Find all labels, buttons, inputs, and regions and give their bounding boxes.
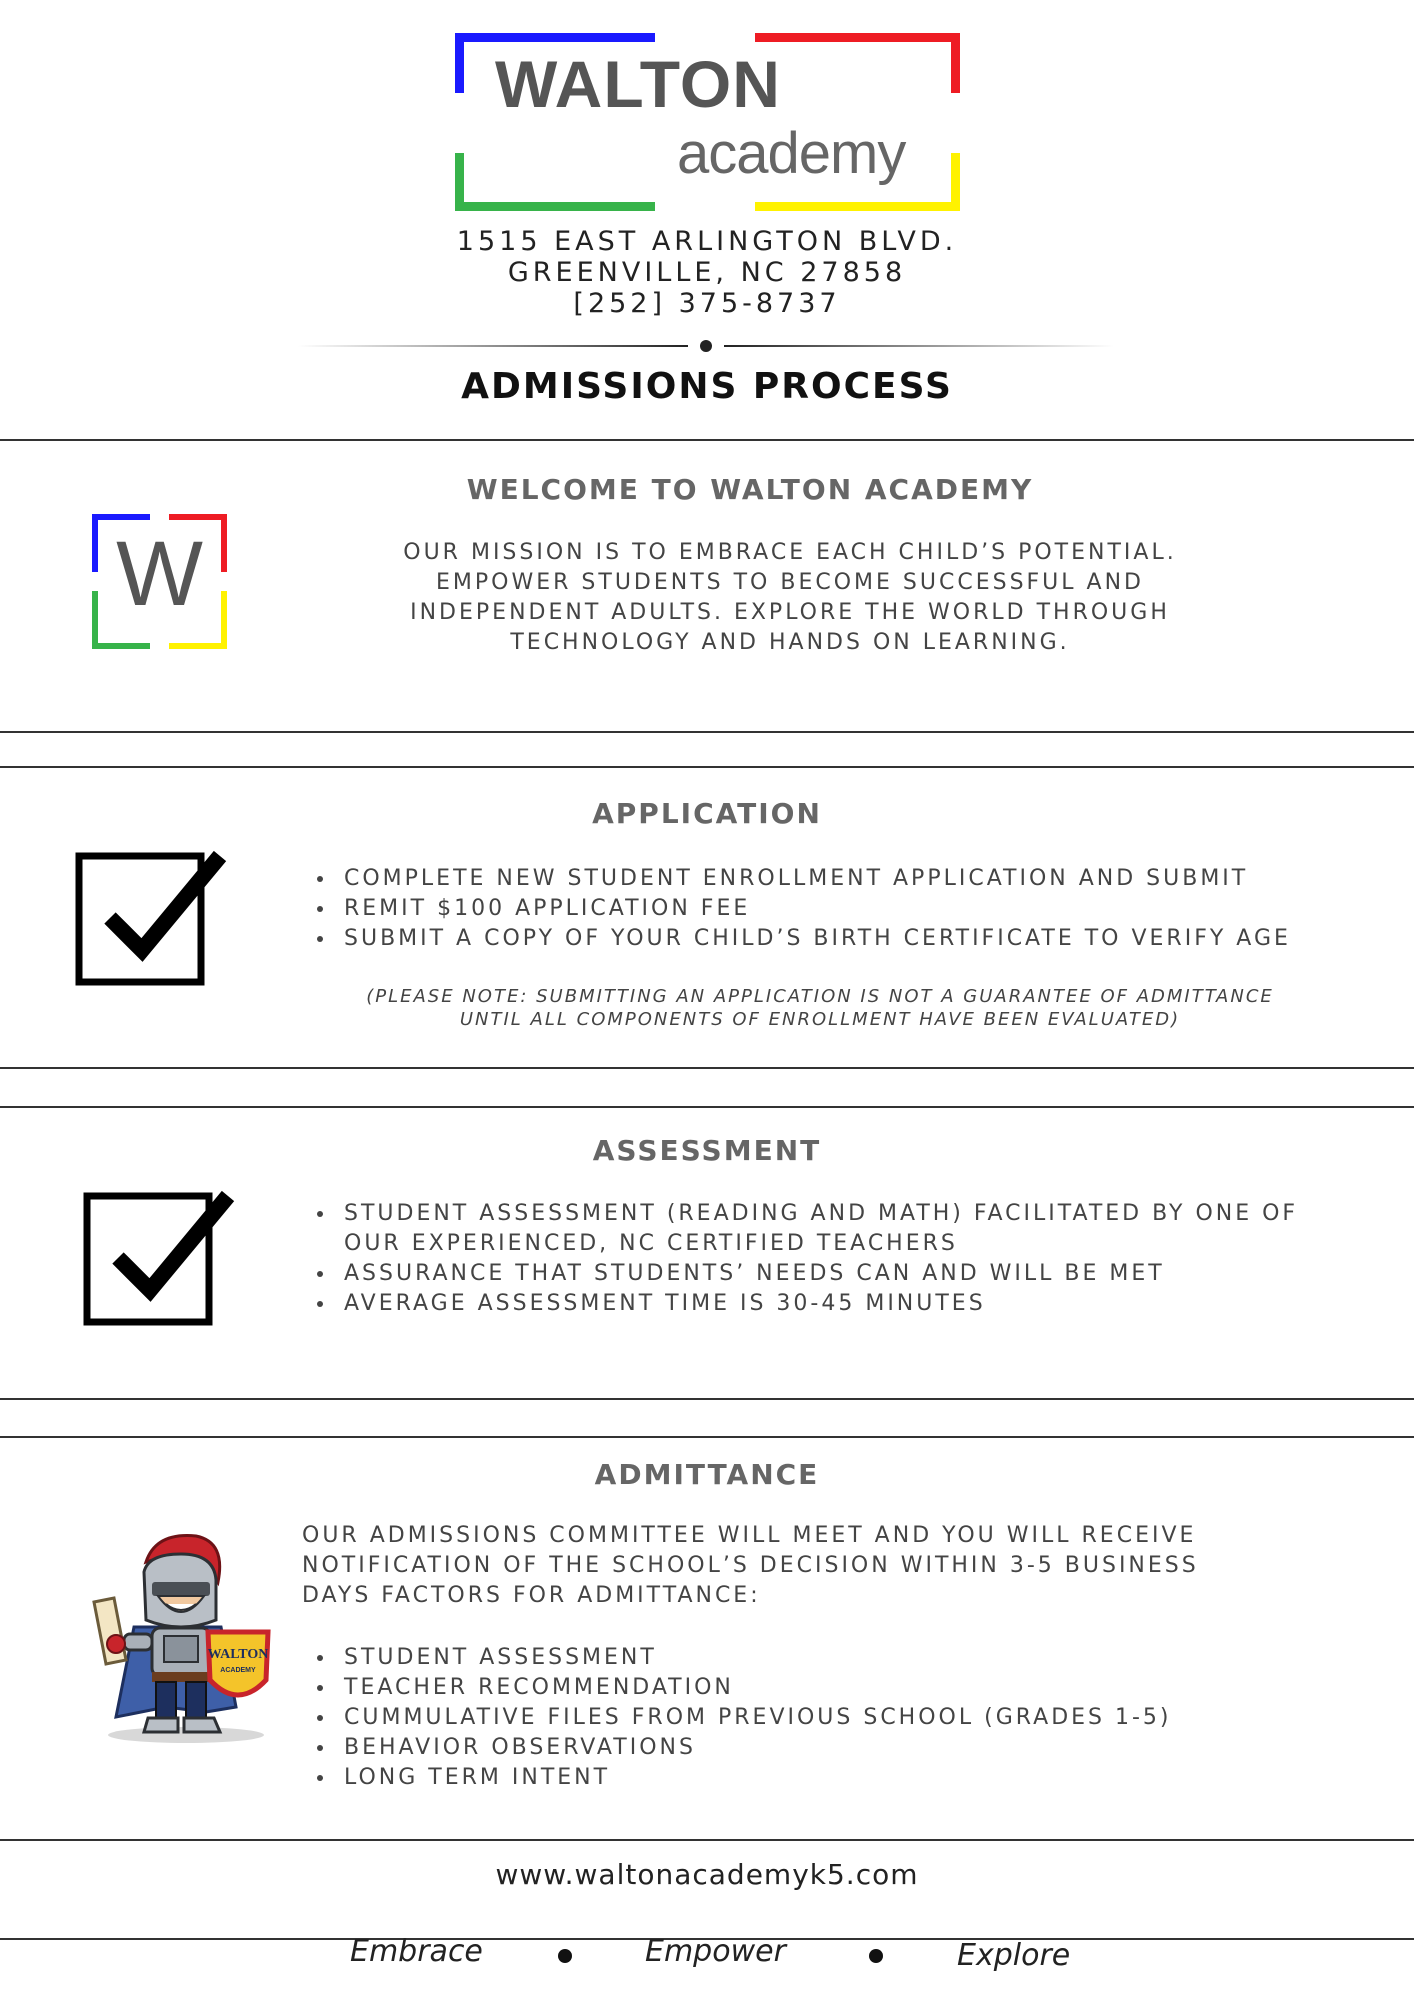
w-logo-icon <box>92 514 227 649</box>
list-item: LONG TERM INTENT <box>310 1763 1330 1793</box>
phone-number: [252] 375-8737 <box>573 288 841 319</box>
checkbox-checked-icon <box>80 1186 240 1331</box>
admittance-title: ADMITTANCE <box>594 1458 820 1491</box>
motto-dot <box>558 1949 572 1963</box>
intro-line: OUR ADMISSIONS COMMITTEE WILL MEET AND YOU WILL RECEIVE <box>302 1523 1197 1548</box>
assessment-list <box>310 1199 1320 1319</box>
list-item: TEACHER RECOMMENDATION <box>310 1673 1330 1703</box>
divider <box>0 1067 1414 1069</box>
divider <box>0 1398 1414 1400</box>
note-line: (PLEASE NOTE: SUBMITTING AN APPLICATION IS NOT A GUARANTEE OF ADMITTANCE <box>366 986 1274 1007</box>
w-letter: W <box>116 523 203 625</box>
knight-mascot-image <box>86 1532 276 1747</box>
divider <box>0 439 1414 441</box>
shield-text: WALTON <box>207 1647 269 1662</box>
walton-academy-logo <box>455 33 960 211</box>
motto-empower: Empower <box>645 1934 786 1969</box>
intro-line: NOTIFICATION OF THE SCHOOL’S DECISION WITHIN 3-5 BUSINESS <box>302 1553 1199 1578</box>
application-title: APPLICATION <box>592 797 822 830</box>
list-item: STUDENT ASSESSMENT <box>310 1643 1330 1673</box>
shield-subtext: ACADEMY <box>220 1667 256 1674</box>
assessment-title: ASSESSMENT <box>592 1134 822 1167</box>
divider <box>0 1436 1414 1438</box>
motto-embrace: Embrace <box>350 1934 483 1969</box>
application-list <box>310 864 1330 954</box>
welcome-title: WELCOME TO WALTON ACADEMY <box>466 473 1034 506</box>
admittance-intro <box>302 1521 1362 1611</box>
list-item: SUBMIT A COPY OF YOUR CHILD’S BIRTH CERTIFICATE TO VERIFY AGE <box>310 924 1330 954</box>
divider <box>0 766 1414 768</box>
application-note <box>300 985 1340 1031</box>
mission-line: OUR MISSION IS TO EMBRACE EACH CHILD’S POTENTIAL. <box>403 540 1177 565</box>
logo-title: WALTON <box>495 47 781 121</box>
divider <box>0 731 1414 733</box>
address-line-1: 1515 EAST ARLINGTON BLVD. <box>456 226 958 257</box>
mission-line: EMPOWER STUDENTS TO BECOME SUCCESSFUL AND <box>436 570 1144 595</box>
list-item: REMIT $100 APPLICATION FEE <box>310 894 1330 924</box>
mission-statement <box>360 538 1220 658</box>
admittance-list <box>310 1643 1330 1793</box>
list-item: STUDENT ASSESSMENT (READING AND MATH) FACILITATED BY ONE OF OUR EXPERIENCED, NC CERTIFIED TEACHERS <box>310 1199 1320 1259</box>
intro-line: DAYS FACTORS FOR ADMITTANCE: <box>302 1583 761 1608</box>
list-item: AVERAGE ASSESSMENT TIME IS 30-45 MINUTES <box>310 1289 1320 1319</box>
header-divider <box>298 342 1114 350</box>
address-line-2: GREENVILLE, NC 27858 <box>507 257 907 288</box>
checkbox-checked-icon <box>72 846 232 991</box>
logo-subtitle: academy <box>677 121 906 186</box>
page-title: ADMISSIONS PROCESS <box>461 366 953 407</box>
motto-explore: Explore <box>957 1938 1071 1973</box>
list-item: BEHAVIOR OBSERVATIONS <box>310 1733 1330 1763</box>
divider <box>0 1839 1414 1841</box>
motto-dot <box>869 1949 883 1963</box>
list-item: COMPLETE NEW STUDENT ENROLLMENT APPLICATION AND SUBMIT <box>310 864 1330 894</box>
divider <box>0 1106 1414 1108</box>
website-url: www.waltonacademyk5.com <box>495 1858 919 1891</box>
school-address <box>0 226 1414 319</box>
mission-line: TECHNOLOGY AND HANDS ON LEARNING. <box>510 630 1070 655</box>
list-item: ASSURANCE THAT STUDENTS’ NEEDS CAN AND WILL BE MET <box>310 1259 1320 1289</box>
note-line: UNTIL ALL COMPONENTS OF ENROLLMENT HAVE BEEN EVALUATED) <box>459 1009 1181 1030</box>
mission-line: INDEPENDENT ADULTS. EXPLORE THE WORLD THROUGH <box>410 600 1170 625</box>
list-item: CUMMULATIVE FILES FROM PREVIOUS SCHOOL (GRADES 1-5) <box>310 1703 1330 1733</box>
